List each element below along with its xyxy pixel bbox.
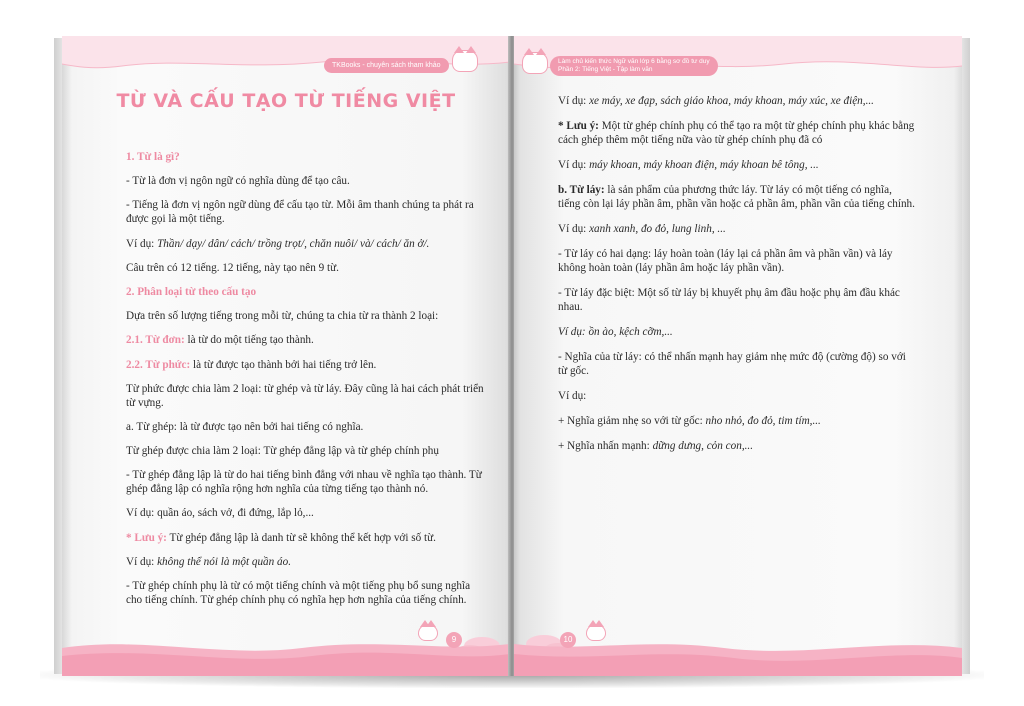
text: a. Từ ghép: là từ được tạo nên bởi hai tiếng có nghĩa. xyxy=(126,420,364,433)
text: là từ được tạo thành bởi hai tiếng trở lên. xyxy=(190,358,377,371)
text: Một từ ghép chính phụ có thể tạo ra một từ ghép chính phụ khác bằng cách ghép thêm một tiếng nữa vào từ ghép chính phụ đã có xyxy=(558,120,915,146)
text: - Từ ghép chính phụ là từ có một tiếng chính và một tiếng phụ bổ sung nghĩa cho tiếng chính. Từ ghép chính phụ có nghĩa hẹp hơn nghĩa của tiếng chính. xyxy=(126,580,471,606)
paragraph xyxy=(558,325,916,339)
right-footer-wave xyxy=(514,618,962,676)
paragraph xyxy=(126,237,484,251)
right-header-line2: Phần 2: Tiếng Việt - Tập làm văn xyxy=(558,66,653,73)
text: + Nghĩa giảm nhẹ so với từ gốc: xyxy=(558,415,706,427)
paragraph xyxy=(126,444,484,458)
text: - Nghĩa của từ láy: có thể nhấn mạnh hay giảm nhẹ mức độ (cường độ) so với từ gốc. xyxy=(558,351,906,377)
text: Ví dụ: xyxy=(558,159,590,171)
paragraph xyxy=(558,183,916,211)
bold-label: * Lưu ý: xyxy=(558,120,599,132)
paragraph xyxy=(558,222,916,236)
page-title: TỪ VÀ CẤU TẠO TỪ TIẾNG VIỆT xyxy=(116,90,456,112)
text: Ví dụ: xyxy=(558,223,590,235)
text: Ví dụ: xyxy=(126,237,158,250)
open-book xyxy=(62,36,962,676)
text: Câu trên có 12 tiếng. 12 tiếng, này tạo nên 9 từ. xyxy=(126,261,339,274)
cat-mascot-icon xyxy=(452,50,478,72)
right-page xyxy=(514,36,962,676)
paragraph xyxy=(126,555,484,569)
italic-text: máy khoan, máy khoan điện, máy khoan bê tông, ... xyxy=(589,159,819,171)
text: Từ ghép được chia làm 2 loại: Từ ghép đẳng lập và từ ghép chính phụ xyxy=(126,445,439,458)
paragraph xyxy=(126,358,484,372)
pink-label: 2.2. Từ phức: xyxy=(126,358,191,371)
text: - Tiếng là đơn vị ngôn ngữ dùng để cấu tạo từ. Mỗi âm thanh chúng ta phát ra được gọi là một tiếng. xyxy=(126,199,474,226)
right-page-body xyxy=(558,94,916,464)
cat-footer-icon xyxy=(586,624,606,641)
text: là từ do một tiếng tạo thành. xyxy=(184,334,314,347)
right-header-line1: Làm chủ kiến thức Ngữ văn lớp 6 bằng sơ đồ tư duy xyxy=(558,58,710,65)
paragraph xyxy=(126,382,484,410)
text: Ví dụ: quần áo, sách vở, đi đứng, lắp lỏ,... xyxy=(126,507,314,520)
paragraph xyxy=(558,94,916,108)
text: - Từ ghép đẳng lập là từ do hai tiếng bình đẳng với nhau về nghĩa tạo thành. Từ ghép đẳng lập có nghĩa rộng hơn nghĩa của từng tiếng tạo thành nó. xyxy=(126,469,482,496)
section-heading: 1. Từ là gì? xyxy=(126,151,180,163)
paragraph xyxy=(126,420,484,434)
paragraph xyxy=(126,579,484,607)
section-heading: 2. Phân loại từ theo cấu tạo xyxy=(126,285,257,298)
text: Ví dụ: xyxy=(558,95,590,107)
page-number: 10 xyxy=(560,632,576,648)
text: Từ phức được chia làm 2 loại: từ ghép và từ láy. Đây cũng là hai cách phát triển từ vựng. xyxy=(126,382,484,409)
paragraph xyxy=(126,198,484,226)
text: - Từ láy đặc biệt: Một số từ láy bị khuyết phụ âm đầu hoặc phụ âm đầu khác nhau. xyxy=(558,287,900,313)
left-page-body xyxy=(126,150,484,617)
paragraph xyxy=(558,158,916,172)
paragraph xyxy=(126,150,484,164)
italic-text: Ví dụ: ồn ào, kệch cỡm,... xyxy=(558,326,673,338)
bold-label: b. Từ láy: xyxy=(558,184,605,196)
paragraph xyxy=(126,309,484,323)
italic-text: không thể nói là một quần áo. xyxy=(157,555,292,568)
text: Ví dụ: xyxy=(126,555,158,568)
pink-label: * Lưu ý: xyxy=(126,531,167,544)
paragraph xyxy=(558,439,916,453)
text: là sản phẩm của phương thức láy. Từ láy có một tiếng có nghĩa, tiếng còn lại láy phần âm, phần vần hoặc cả phần âm, phần vần của tiếng chính. xyxy=(558,184,915,210)
italic-text: dững dưng, cỏn con,... xyxy=(652,440,754,452)
italic-text: xe máy, xe đạp, sách giáo khoa, máy khoan, máy xúc, xe điện,... xyxy=(589,95,874,107)
text: - Từ láy có hai dạng: láy hoàn toàn (láy lại cả phần âm và phần vần) và láy không hoàn toàn (láy phần âm hoặc láy phần vần). xyxy=(558,248,893,274)
left-header-label: TKBooks - chuyên sách tham khảo xyxy=(324,58,449,73)
paragraph xyxy=(558,414,916,428)
text: + Nghĩa nhấn mạnh: xyxy=(558,440,653,452)
cat-footer-icon xyxy=(418,624,438,641)
paragraph xyxy=(558,389,916,403)
paragraph xyxy=(126,506,484,520)
page-number: 9 xyxy=(446,632,462,648)
italic-text: nho nhỏ, đo đỏ, tim tím,... xyxy=(705,415,821,427)
text: Từ ghép đẳng lập là danh từ sẽ không thể kết hợp với số từ. xyxy=(166,531,436,544)
text: - Từ là đơn vị ngôn ngữ có nghĩa dùng để tạo câu. xyxy=(126,175,350,188)
paragraph xyxy=(126,285,484,299)
italic-text: Thần/ dạy/ dân/ cách/ trồng trọt/, chăn nuôi/ và/ cách/ ăn ở/. xyxy=(157,237,430,250)
text: Ví dụ: xyxy=(558,390,587,402)
paragraph xyxy=(558,119,916,147)
pink-label: 2.1. Từ đơn: xyxy=(126,334,185,347)
italic-text: xanh xanh, đo đỏ, lung linh, ... xyxy=(589,223,726,235)
paragraph xyxy=(558,247,916,275)
paragraph xyxy=(558,350,916,378)
paragraph xyxy=(126,333,484,347)
right-header-label xyxy=(550,56,718,76)
left-page xyxy=(62,36,510,676)
paragraph xyxy=(126,174,484,188)
cat-mascot-icon xyxy=(522,52,548,74)
paragraph xyxy=(126,531,484,545)
paragraph xyxy=(126,261,484,275)
left-footer-wave xyxy=(62,618,510,676)
paragraph xyxy=(558,286,916,314)
paragraph xyxy=(126,468,484,496)
text: Dựa trên số lượng tiếng trong mỗi từ, chúng ta chia từ ra thành 2 loại: xyxy=(126,310,439,323)
